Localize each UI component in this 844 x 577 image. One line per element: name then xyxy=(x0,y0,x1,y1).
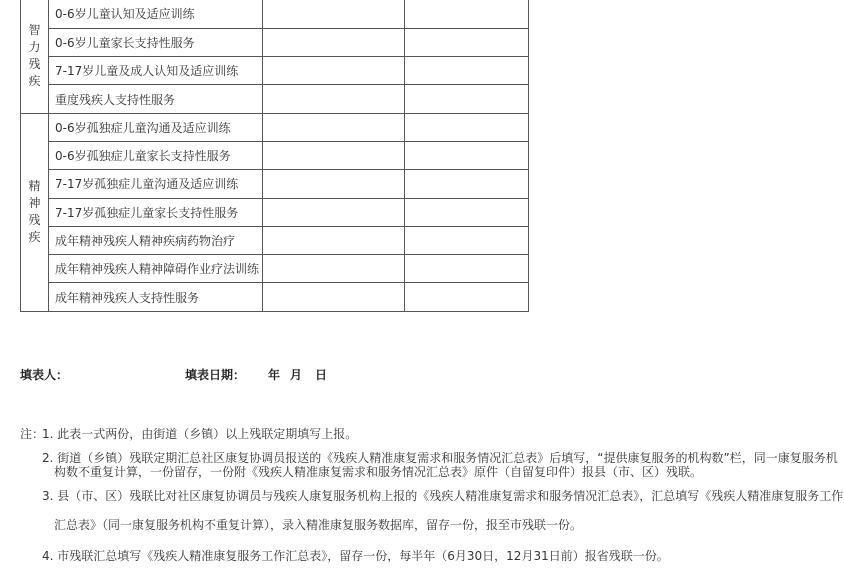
institution-count-cell[interactable] xyxy=(263,113,405,141)
institution-count-cell[interactable] xyxy=(263,226,405,254)
service-item-label: 重度残疾人支持性服务 xyxy=(49,85,263,113)
category-char: 残 xyxy=(28,57,41,72)
service-count-cell[interactable] xyxy=(405,85,529,113)
service-item-label: 0-6岁儿童家长支持性服务 xyxy=(49,28,263,56)
table-row xyxy=(21,283,529,311)
note-1: 1. 此表一式两份，由街道（乡镇）以上残联定期填写上报。 xyxy=(42,427,358,441)
service-item-label: 成年精神残疾人支持性服务 xyxy=(49,283,263,311)
month-label: 月 xyxy=(290,368,303,382)
filler-label: 填表人： xyxy=(20,368,69,382)
service-table xyxy=(20,0,529,312)
table-row xyxy=(21,170,529,198)
service-count-cell[interactable] xyxy=(405,226,529,254)
table-row xyxy=(21,57,529,85)
table-row xyxy=(21,226,529,254)
institution-count-cell[interactable] xyxy=(263,28,405,56)
service-count-cell[interactable] xyxy=(405,57,529,85)
year-label: 年 xyxy=(268,368,281,382)
institution-count-cell[interactable] xyxy=(263,283,405,311)
category-cell-intellectual xyxy=(21,0,49,113)
table-row xyxy=(21,255,529,283)
service-count-cell[interactable] xyxy=(405,113,529,141)
note-2-line-2: 构数不重复计算，一份留存，一份附《残疾人精准康复需求和服务情况汇总表》原件（自留复印件）报县（市、区）残联。 xyxy=(54,465,703,479)
category-char: 力 xyxy=(28,40,41,55)
institution-count-cell[interactable] xyxy=(263,0,405,28)
service-item-label: 0-6岁儿童认知及适应训练 xyxy=(49,0,263,28)
category-char: 疾 xyxy=(28,230,41,245)
date-label: 填表日期： xyxy=(185,368,246,382)
institution-count-cell[interactable] xyxy=(263,198,405,226)
table-row xyxy=(21,85,529,113)
category-char: 精 xyxy=(28,179,41,194)
service-item-label: 0-6岁孤独症儿童沟通及适应训练 xyxy=(49,113,263,141)
institution-count-cell[interactable] xyxy=(263,170,405,198)
service-item-label: 成年精神残疾人精神障碍作业疗法训练 xyxy=(49,255,263,283)
service-item-label: 0-6岁孤独症儿童家长支持性服务 xyxy=(49,141,263,169)
institution-count-cell[interactable] xyxy=(263,57,405,85)
table-row xyxy=(21,141,529,169)
service-count-cell[interactable] xyxy=(405,28,529,56)
table-row xyxy=(21,28,529,56)
service-item-label: 7-17岁儿童及成人认知及适应训练 xyxy=(49,57,263,85)
service-item-label: 7-17岁孤独症儿童家长支持性服务 xyxy=(49,198,263,226)
note-4: 4. 市残联汇总填写《残疾人精准康复服务工作汇总表》，留存一份，每半年（6月30日，12月31日前）报省残联一份。 xyxy=(42,549,669,563)
service-item-label: 成年精神残疾人精神疾病药物治疗 xyxy=(49,226,263,254)
service-count-cell[interactable] xyxy=(405,255,529,283)
table-row xyxy=(21,0,529,28)
category-cell-psychiatric xyxy=(21,113,49,311)
institution-count-cell[interactable] xyxy=(263,85,405,113)
institution-count-cell[interactable] xyxy=(263,255,405,283)
note-2-line-1: 2. 街道（乡镇）残联定期汇总社区康复协调员报送的《残疾人精准康复需求和服务情况汇总表》后填写，“提供康复服务的机构数”栏，同一康复服务机 xyxy=(42,451,838,465)
category-char: 智 xyxy=(28,23,41,38)
category-char: 神 xyxy=(28,196,41,211)
category-char: 残 xyxy=(28,213,41,228)
note-3-line-2: 汇总表》（同一康复服务机构不重复计算），录入精准康复服务数据库，留存一份，报至市残联一份。 xyxy=(54,518,583,532)
service-count-cell[interactable] xyxy=(405,0,529,28)
service-count-cell[interactable] xyxy=(405,170,529,198)
category-char: 疾 xyxy=(28,74,41,89)
note-3-line-1: 3. 县（市、区）残联比对社区康复协调员与残疾人康复服务机构上报的《残疾人精准康复需求和服务情况汇总表》，汇总填写《残疾人精准康复服务工作 xyxy=(42,489,844,503)
day-label: 日 xyxy=(315,368,328,382)
institution-count-cell[interactable] xyxy=(263,141,405,169)
service-count-cell[interactable] xyxy=(405,283,529,311)
notes-prefix: 注： xyxy=(20,427,45,441)
service-count-cell[interactable] xyxy=(405,198,529,226)
table-row xyxy=(21,113,529,141)
table-row xyxy=(21,198,529,226)
service-count-cell[interactable] xyxy=(405,141,529,169)
service-item-label: 7-17岁孤独症儿童沟通及适应训练 xyxy=(49,170,263,198)
